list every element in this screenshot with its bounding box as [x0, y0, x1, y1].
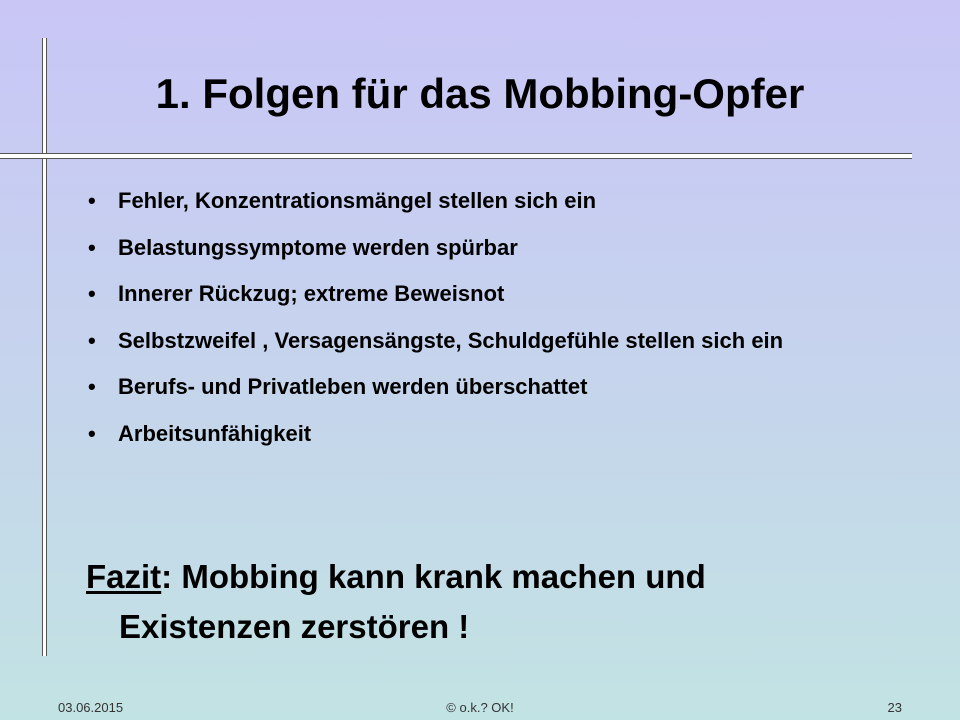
footer-copyright: © o.k.? OK! — [446, 700, 514, 715]
list-item — [86, 324, 886, 357]
conclusion-line-1 — [86, 552, 886, 602]
bullet-dot: • — [88, 234, 96, 260]
page-number: 23 — [887, 700, 902, 715]
decorative-vertical-line — [42, 38, 47, 656]
bullet-dot: • — [88, 374, 96, 399]
slide-title — [0, 64, 960, 124]
decorative-horizontal-line — [0, 153, 912, 159]
conclusion-line-2: Existenzen zerstören ! — [119, 608, 470, 645]
bullet-dot: • — [88, 327, 96, 353]
list-item — [86, 231, 886, 264]
conclusion-text-1: Mobbing kann krank machen und — [181, 558, 706, 595]
bullet-dot: • — [88, 420, 96, 446]
footer-date: 03.06.2015 — [58, 700, 124, 715]
conclusion-separator: : — [161, 558, 182, 595]
list-item — [86, 370, 886, 403]
list-item-text: Innerer Rückzug; extreme Beweisnot — [118, 281, 505, 306]
bullet-list — [86, 184, 886, 463]
conclusion-label: Fazit — [86, 558, 162, 595]
list-item-text: Arbeitsunfähigkeit — [118, 420, 312, 446]
list-item-text: Belastungssymptome werden spürbar — [118, 234, 518, 260]
list-item-text: Berufs- und Privatleben werden überschattet — [118, 374, 588, 399]
bullet-dot: • — [88, 281, 96, 306]
bullet-dot: • — [88, 188, 96, 213]
list-item — [86, 277, 886, 310]
list-item-text: Fehler, Konzentrationsmängel stellen sich ein — [118, 188, 597, 213]
list-item — [86, 417, 886, 450]
slide-title-text: 1. Folgen für das Mobbing-Opfer — [155, 70, 805, 117]
list-item — [86, 184, 886, 217]
conclusion — [86, 552, 886, 652]
list-item-text: Selbstzweifel , Versagensängste, Schuldgefühle stellen sich ein — [118, 327, 784, 353]
